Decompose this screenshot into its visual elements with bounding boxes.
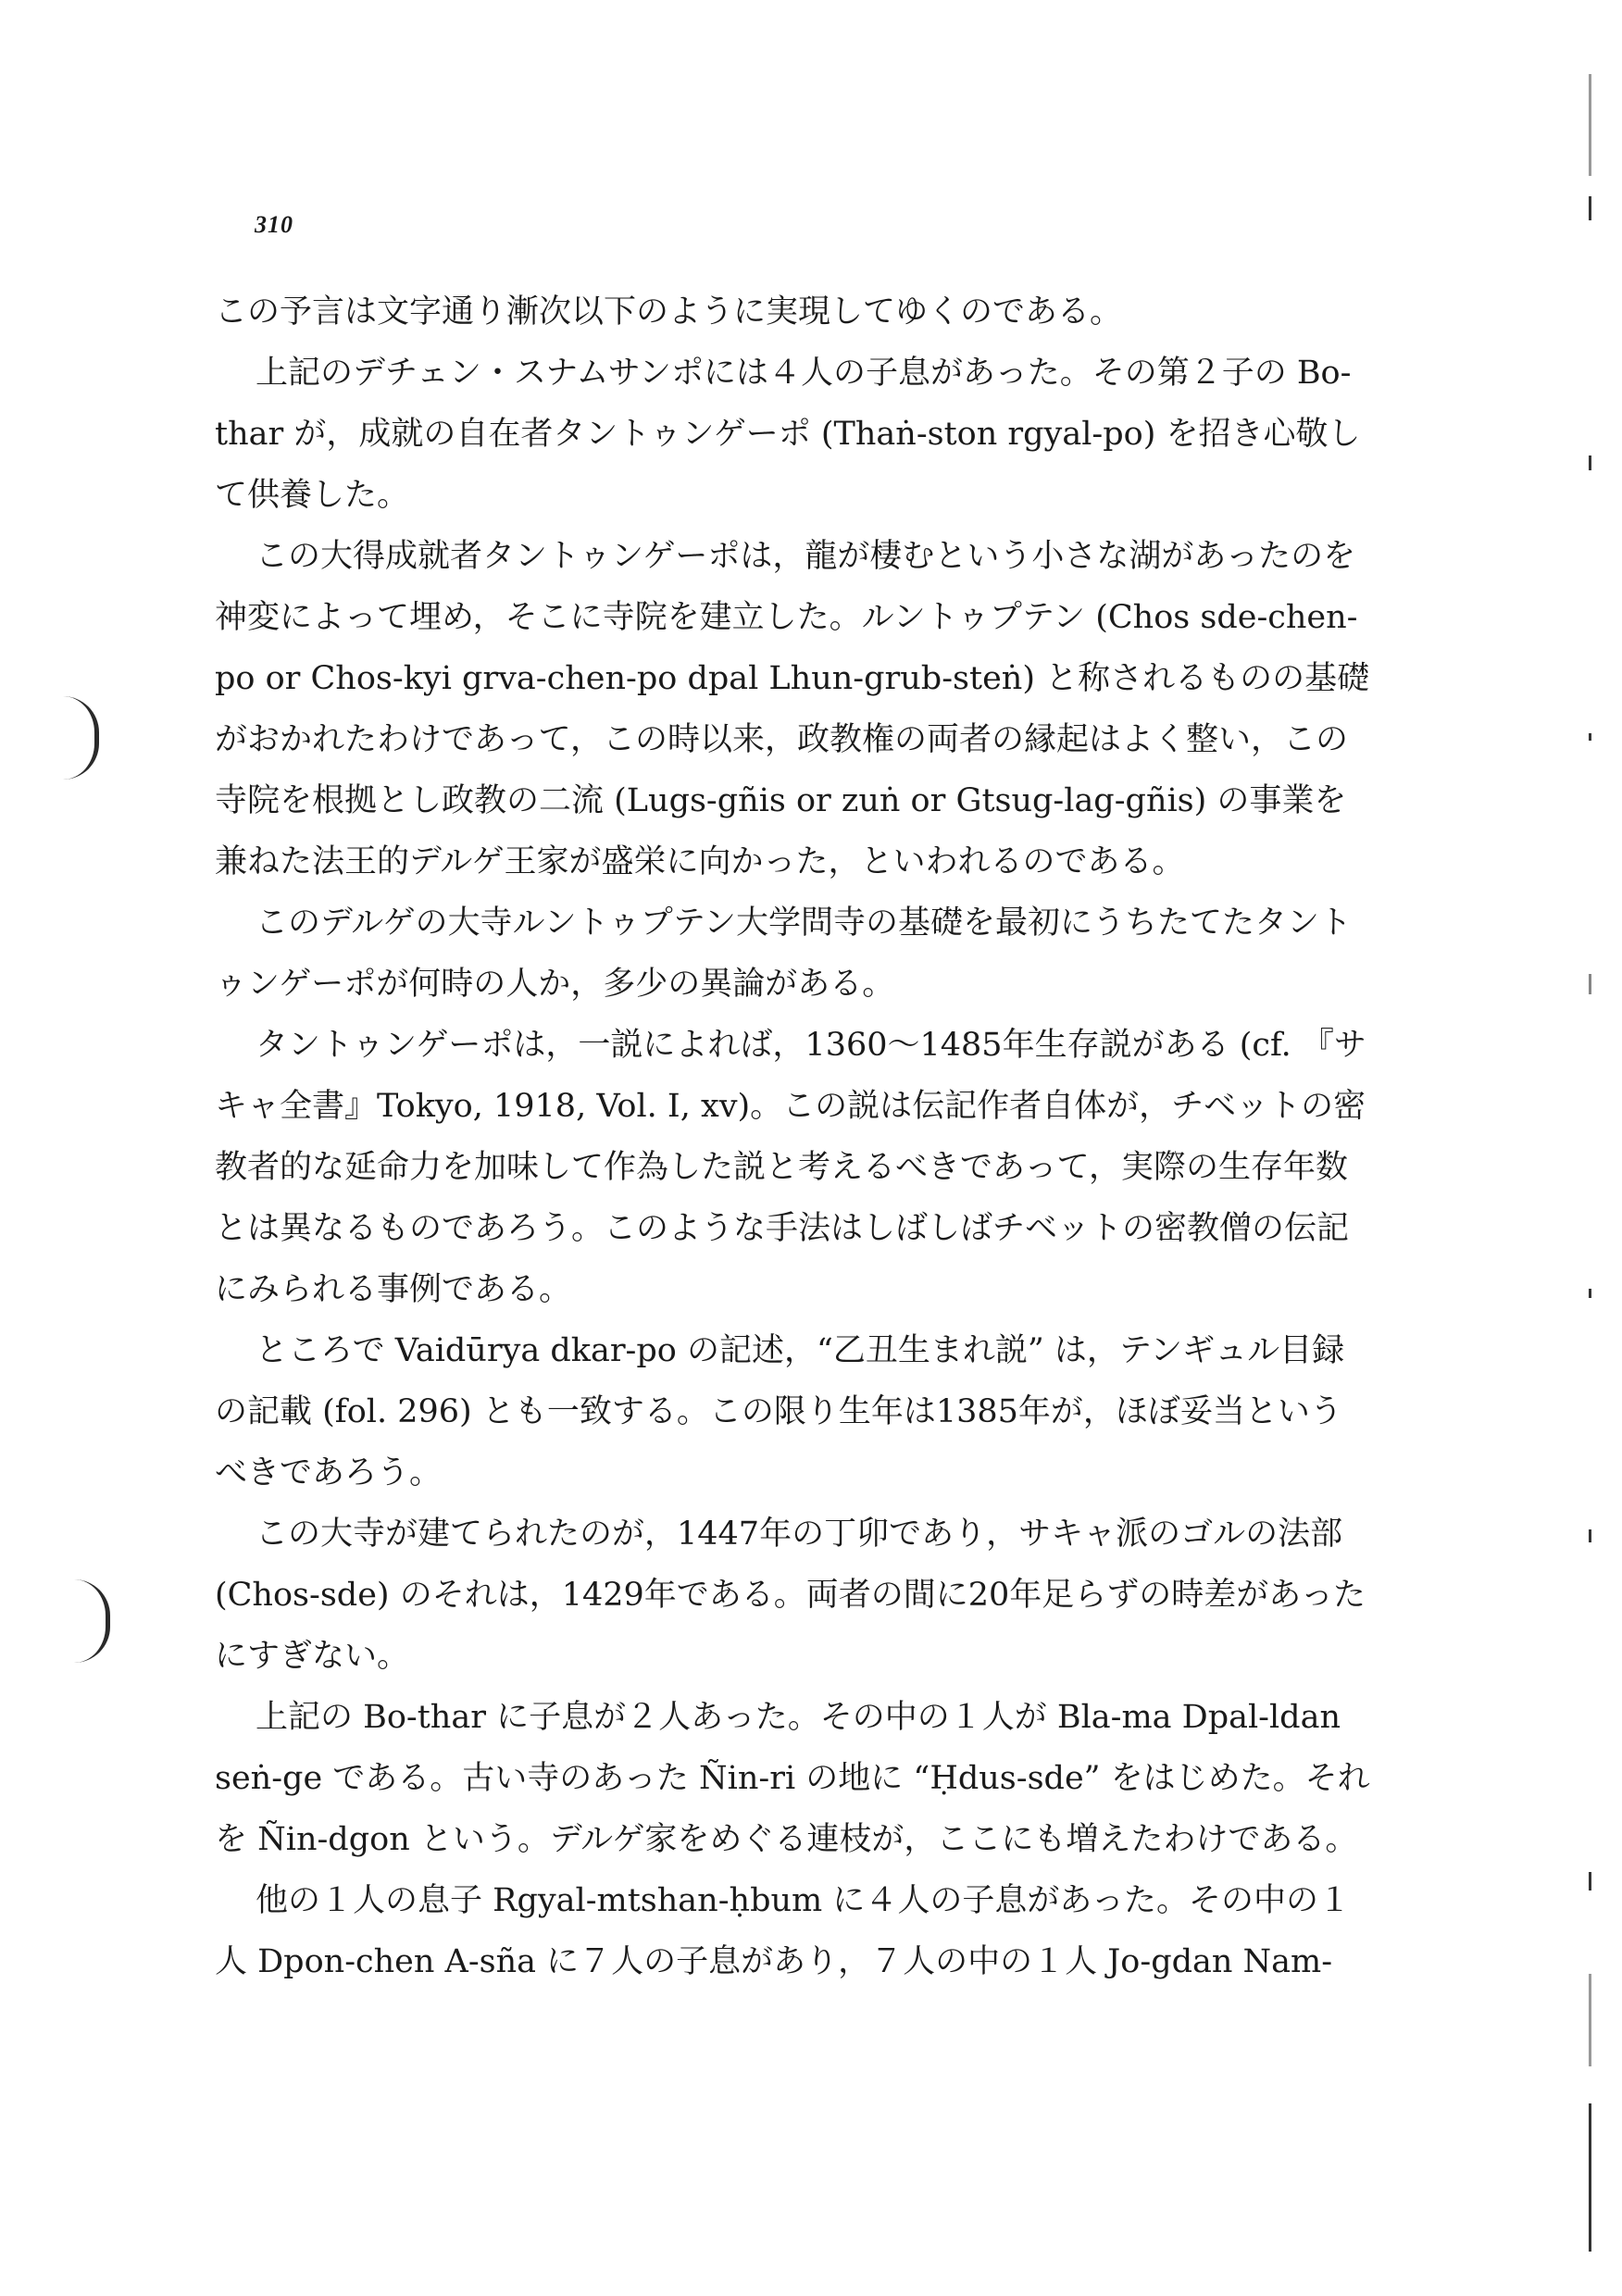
paragraph-8: 上記の Bo-thar に子息が２人あった。その中の１人が Bla-ma Dpal-ldan seṅ-ge である。古い寺のあった Ñin-ri の地に “Ḥdus-sde” をはじめた。それを Ñin-dgon という。デルゲ家をめぐる連枝が，ここにも増えたわけである。 bbox=[215, 1699, 1370, 1858]
paragraph-5: タントゥンゲーポは，一説によれば，1360〜1485年生存説がある (cf. 『サキャ全書』Tokyo, 1918, Vol. I, xv)。この説は伝記作者自体が，チベットの密教者的な延命力を加味して作為した説と考えるべきであって，実際の生存年数とは異なるものであろう。このような手法はしばしばチベットの密教僧の伝記にみられる事例である。 bbox=[215, 1027, 1366, 1308]
paragraph-9: 他の１人の息子 Rgyal-mtshan-ḥbum に４人の子息があった。その中の１人 Dpon-chen A-sña に７人の子息があり，７人の中の１人 Jo-gdan Nam- bbox=[215, 1882, 1351, 1980]
paragraph-4: このデルゲの大寺ルントゥプテン大学問寺の基礎を最初にうちたてたタントゥンゲーポが何時の人か，多少の異論がある。 bbox=[215, 905, 1353, 1003]
paragraph-3: この大得成就者タントゥンゲーポは，龍が棲むという小さな湖があったのを神変によって埋め，そこに寺院を建立した。ルントゥプテン (Chos sde-chen-po or Chos-kyi grva-chen-po dpal Lhun-grub-steṅ) と称されるものの基礎がおかれたわけであって，この時以来，政教権の両者の縁起はよく整い，この寺院を根拠とし政教の二流 (Lugs-gñis or zuṅ or Gtsug-lag-gñis) の事業を兼ねた法王的デルゲ王家が盛栄に向かった，といわれるのである。 bbox=[215, 538, 1370, 880]
page-number: 310 bbox=[255, 211, 293, 238]
paragraph-2: 上記のデチェン・スナムサンポには４人の子息があった。その第２子の Bo-thar が，成就の自在者タントゥンゲーポ (Thaṅ-ston rgyal-po) を招き心敬して供養した。 bbox=[215, 355, 1361, 514]
paragraph-1: この予言は文字通り漸次以下のように実現してゆくのである。 bbox=[215, 293, 1123, 331]
binding-shadow-mark bbox=[74, 1579, 110, 1663]
binding-shadow-mark bbox=[63, 696, 99, 780]
paragraph-6: ところで Vaidūrya dkar-po の記述，“乙丑生まれ説” は，テンギュル目録の記載 (fol. 296) とも一致する。この限り生年は1385年が，ほぼ妥当というべきであろう。 bbox=[215, 1332, 1345, 1491]
body-text bbox=[215, 281, 1370, 1992]
scan-edge-marks bbox=[1585, 67, 1596, 2270]
paragraph-7: この大寺が建てられたのが，1447年の丁卯であり，サキャ派のゴルの法部 (Chos-sde) のそれは，1429年である。両者の間に20年足らずの時差があったにすぎない。 bbox=[215, 1516, 1366, 1675]
